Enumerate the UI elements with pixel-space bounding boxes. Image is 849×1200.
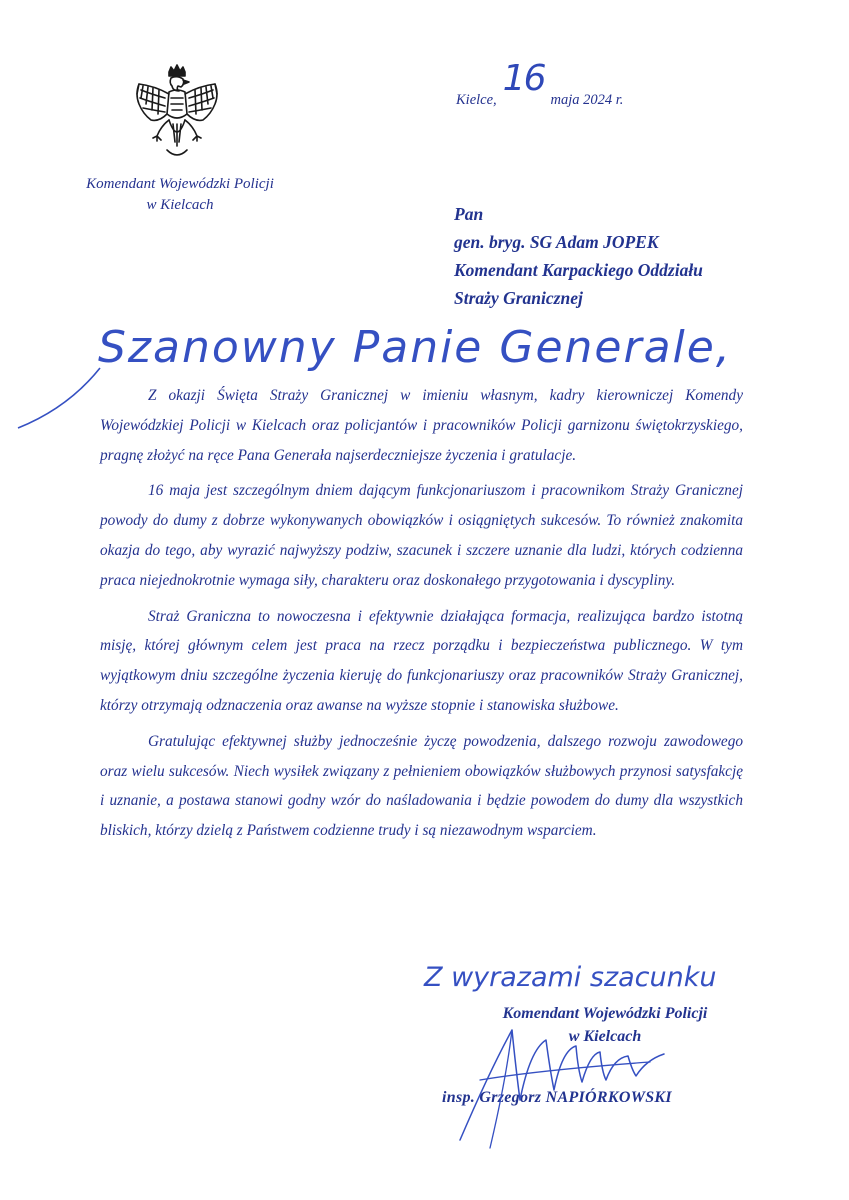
signatory-title-line-2: w Kielcach — [568, 1028, 642, 1045]
signatory-name: insp. Grzegorz NAPIÓRKOWSKI — [442, 1089, 672, 1106]
body-paragraph-1: Z okazji Święta Straży Granicznej w imieniu własnym, kadry kierowniczej Komendy Wojewódzkiej Policji w Kielcach oraz policjantów i pracowników Policji garnizonu świętokrzyskiego, pragnę złożyć na ręce Pana Generała najserdeczniejsze życzenia i gratulacje. — [100, 387, 743, 464]
closing-handwritten-text: Z wyrazami szacunku — [424, 962, 717, 993]
signatory-title-line-1: Komendant Wojewódzki Policji — [502, 1005, 708, 1022]
letter-body — [100, 381, 743, 852]
handwritten-closing — [424, 954, 769, 1004]
body-paragraph-3: Straż Graniczna to nowoczesna i efektywnie działająca formacja, realizująca bardzo istotną misję, której głównym celem jest praca na rzecz porządku i bezpieczeństwa publicznego. W tym wyjątkowym dniu szczególne życzenia kieruję do funkcjonariuszy oraz pracowników Straży Granicznej, którzy otrzymają odznaczenia oraz awanse na wyższe stopnie i stanowiska służbowe. — [100, 607, 743, 714]
dateline — [456, 58, 624, 108]
addressee-line-1: Pan — [454, 204, 484, 224]
body-paragraph-2: 16 maja jest szczególnym dniem dającym funkcjonariuszom i pracownikom Straży Granicznej powody do dumy z dobrze wykonywanych obowiązków i osiągniętych sukcesów. To również znakomita okazja do tego, aby wyrazić najwyższy podziw, szacunek i szczere uznanie dla ludzi, których codzienna praca niejednokrotnie wymaga siły, charakteru oraz doskonałego przygotowania i dyscypliny. — [100, 482, 743, 589]
eagle-emblem-icon — [131, 64, 223, 162]
date-month-year: maja 2024 r. — [550, 92, 624, 108]
sender-organization — [60, 174, 300, 216]
date-day-handwritten: 16 — [502, 58, 545, 99]
salutation-text: Szanowny Panie Generale, — [98, 322, 732, 373]
organization-line-2: w Kielcach — [146, 197, 214, 213]
addressee-line-2: gen. bryg. SG Adam JOPEK — [454, 232, 659, 252]
organization-line-1: Komendant Wojewódzki Policji — [86, 176, 274, 192]
salutation-flourish — [18, 368, 100, 428]
date-place: Kielce, — [456, 92, 497, 108]
body-paragraph-4: Gratulując efektywnej służby jednocześnie życzę powodzenia, dalszego rozwoju zawodowego oraz wielu sukcesów. Niech wysiłek związany z pełnieniem obowiązków służbowych przynosi satysfakcję i uznanie, a postawa stanowi godny wzór do naśladowania i będzie powodem do dumy dla wszystkich bliskich, którzy dzielą z Państwem codzienne trudy i są niezawodnym wsparciem. — [100, 732, 743, 840]
addressee-line-3: Komendant Karpackiego Oddziału — [454, 260, 703, 280]
addressee-line-4: Straży Granicznej — [454, 288, 583, 308]
addressee-block — [454, 200, 703, 312]
signature-block — [440, 1002, 770, 1109]
